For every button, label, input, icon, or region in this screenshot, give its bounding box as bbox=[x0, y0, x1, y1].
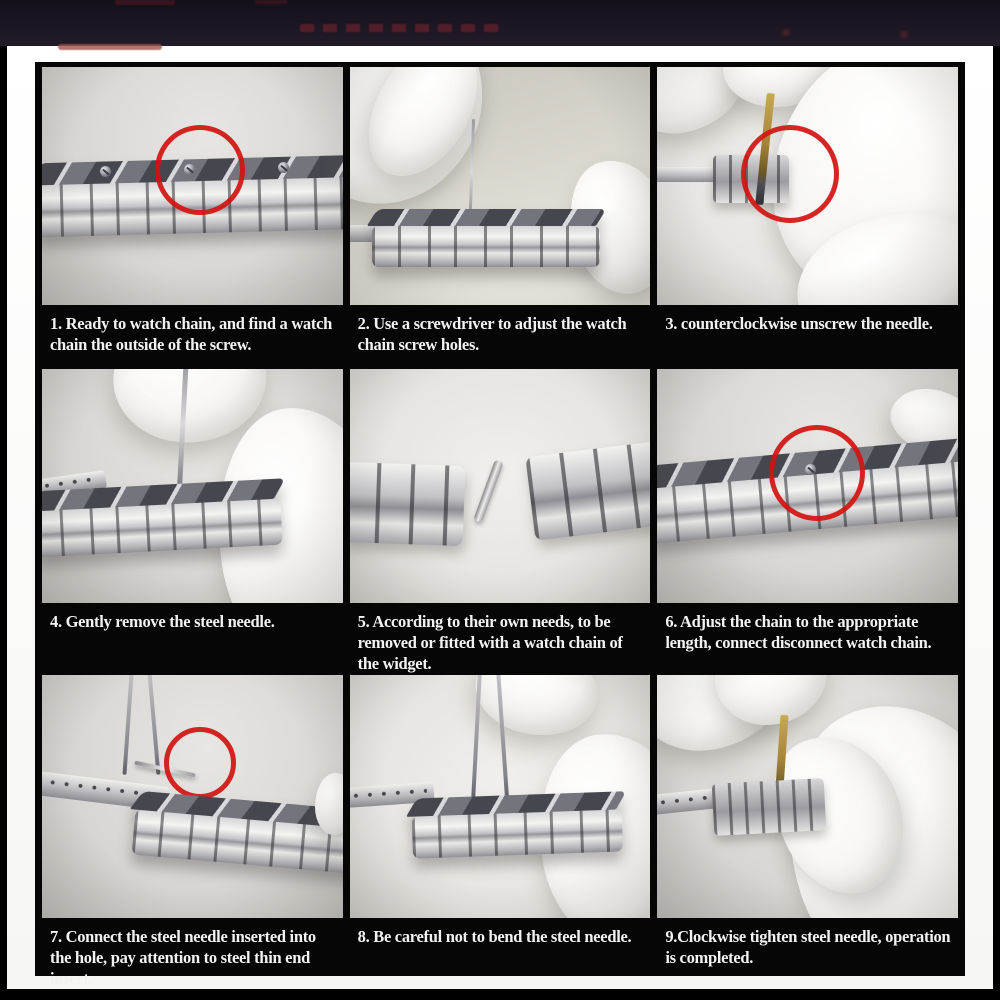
steel-pin bbox=[473, 459, 503, 522]
step-cell-9 bbox=[657, 675, 958, 989]
watch-bracelet bbox=[411, 791, 623, 858]
step-photo-7 bbox=[42, 675, 343, 918]
step-cell-6 bbox=[657, 369, 958, 675]
header-strip bbox=[0, 0, 1000, 46]
step-photo-6 bbox=[657, 369, 958, 603]
header-artifact bbox=[300, 24, 500, 32]
step-caption-9: 9.Clockwise tighten steel needle, operation is completed. bbox=[665, 927, 951, 968]
step-cell-4 bbox=[42, 369, 343, 675]
tweezers-tool bbox=[130, 675, 154, 775]
step-cell-8 bbox=[350, 675, 651, 989]
screw-head bbox=[278, 162, 289, 173]
instruction-panel bbox=[35, 62, 965, 989]
step-caption-8: 8. Be careful not to bend the steel needle. bbox=[357, 927, 632, 946]
red-circle-annotation bbox=[769, 425, 865, 521]
bracelet-top-caps bbox=[366, 209, 605, 226]
watch-bracelet bbox=[372, 209, 601, 267]
bracelet-links bbox=[372, 226, 601, 267]
header-artifact bbox=[779, 28, 793, 37]
step-cell-1 bbox=[42, 67, 343, 369]
steps-grid bbox=[42, 67, 958, 989]
step-caption-4: 4. Gently remove the steel needle. bbox=[50, 612, 275, 631]
clasp-links bbox=[712, 778, 827, 836]
step-photo-8 bbox=[350, 675, 651, 918]
tweezers-prong bbox=[147, 675, 160, 775]
header-artifact bbox=[115, 0, 175, 5]
step-caption-3: 3. counterclockwise unscrew the needle. bbox=[665, 314, 933, 333]
step-caption-1: 1. Ready to watch chain, and find a watch chain the outside of the screw. bbox=[50, 314, 332, 355]
watch-bracelet bbox=[132, 791, 343, 876]
bracelet-links bbox=[411, 809, 623, 858]
step-photo-3 bbox=[657, 67, 958, 305]
tweezers-tool bbox=[478, 675, 504, 801]
tweezers-prong bbox=[471, 675, 482, 801]
red-circle-annotation bbox=[155, 125, 245, 215]
step-photo-9 bbox=[657, 675, 958, 918]
white-glove bbox=[315, 773, 343, 835]
step-cell-7 bbox=[42, 675, 343, 989]
step-caption-6: 6. Adjust the chain to the appropriate length, connect disconnect watch chain. bbox=[665, 612, 932, 653]
step-cell-5 bbox=[350, 369, 651, 675]
step-caption-5: 5. According to their own needs, to be removed or fitted with a watch chain of the widget. bbox=[357, 612, 623, 674]
step-photo-2 bbox=[350, 67, 651, 305]
red-circle-annotation bbox=[741, 125, 839, 223]
screw-head bbox=[100, 166, 111, 177]
watch-bracelet bbox=[42, 479, 282, 558]
frame-smudge bbox=[58, 44, 162, 50]
bracelet-segment-left bbox=[350, 462, 465, 546]
bracelet-segment-right bbox=[526, 441, 651, 540]
step-photo-1 bbox=[42, 67, 343, 305]
step-cell-2 bbox=[350, 67, 651, 369]
step-caption-2: 2. Use a screwdriver to adjust the watch chain screw holes. bbox=[357, 314, 627, 355]
step-caption-7: 7. Connect the steel needle inserted into the hole, pay attention to steel thin end insert. bbox=[50, 927, 316, 989]
red-circle-annotation bbox=[164, 727, 236, 799]
tweezers-prong bbox=[122, 675, 134, 775]
header-artifact bbox=[896, 30, 912, 39]
step-cell-3 bbox=[657, 67, 958, 369]
header-artifact bbox=[255, 0, 287, 4]
step-photo-5 bbox=[350, 369, 651, 603]
step-photo-4 bbox=[42, 369, 343, 603]
